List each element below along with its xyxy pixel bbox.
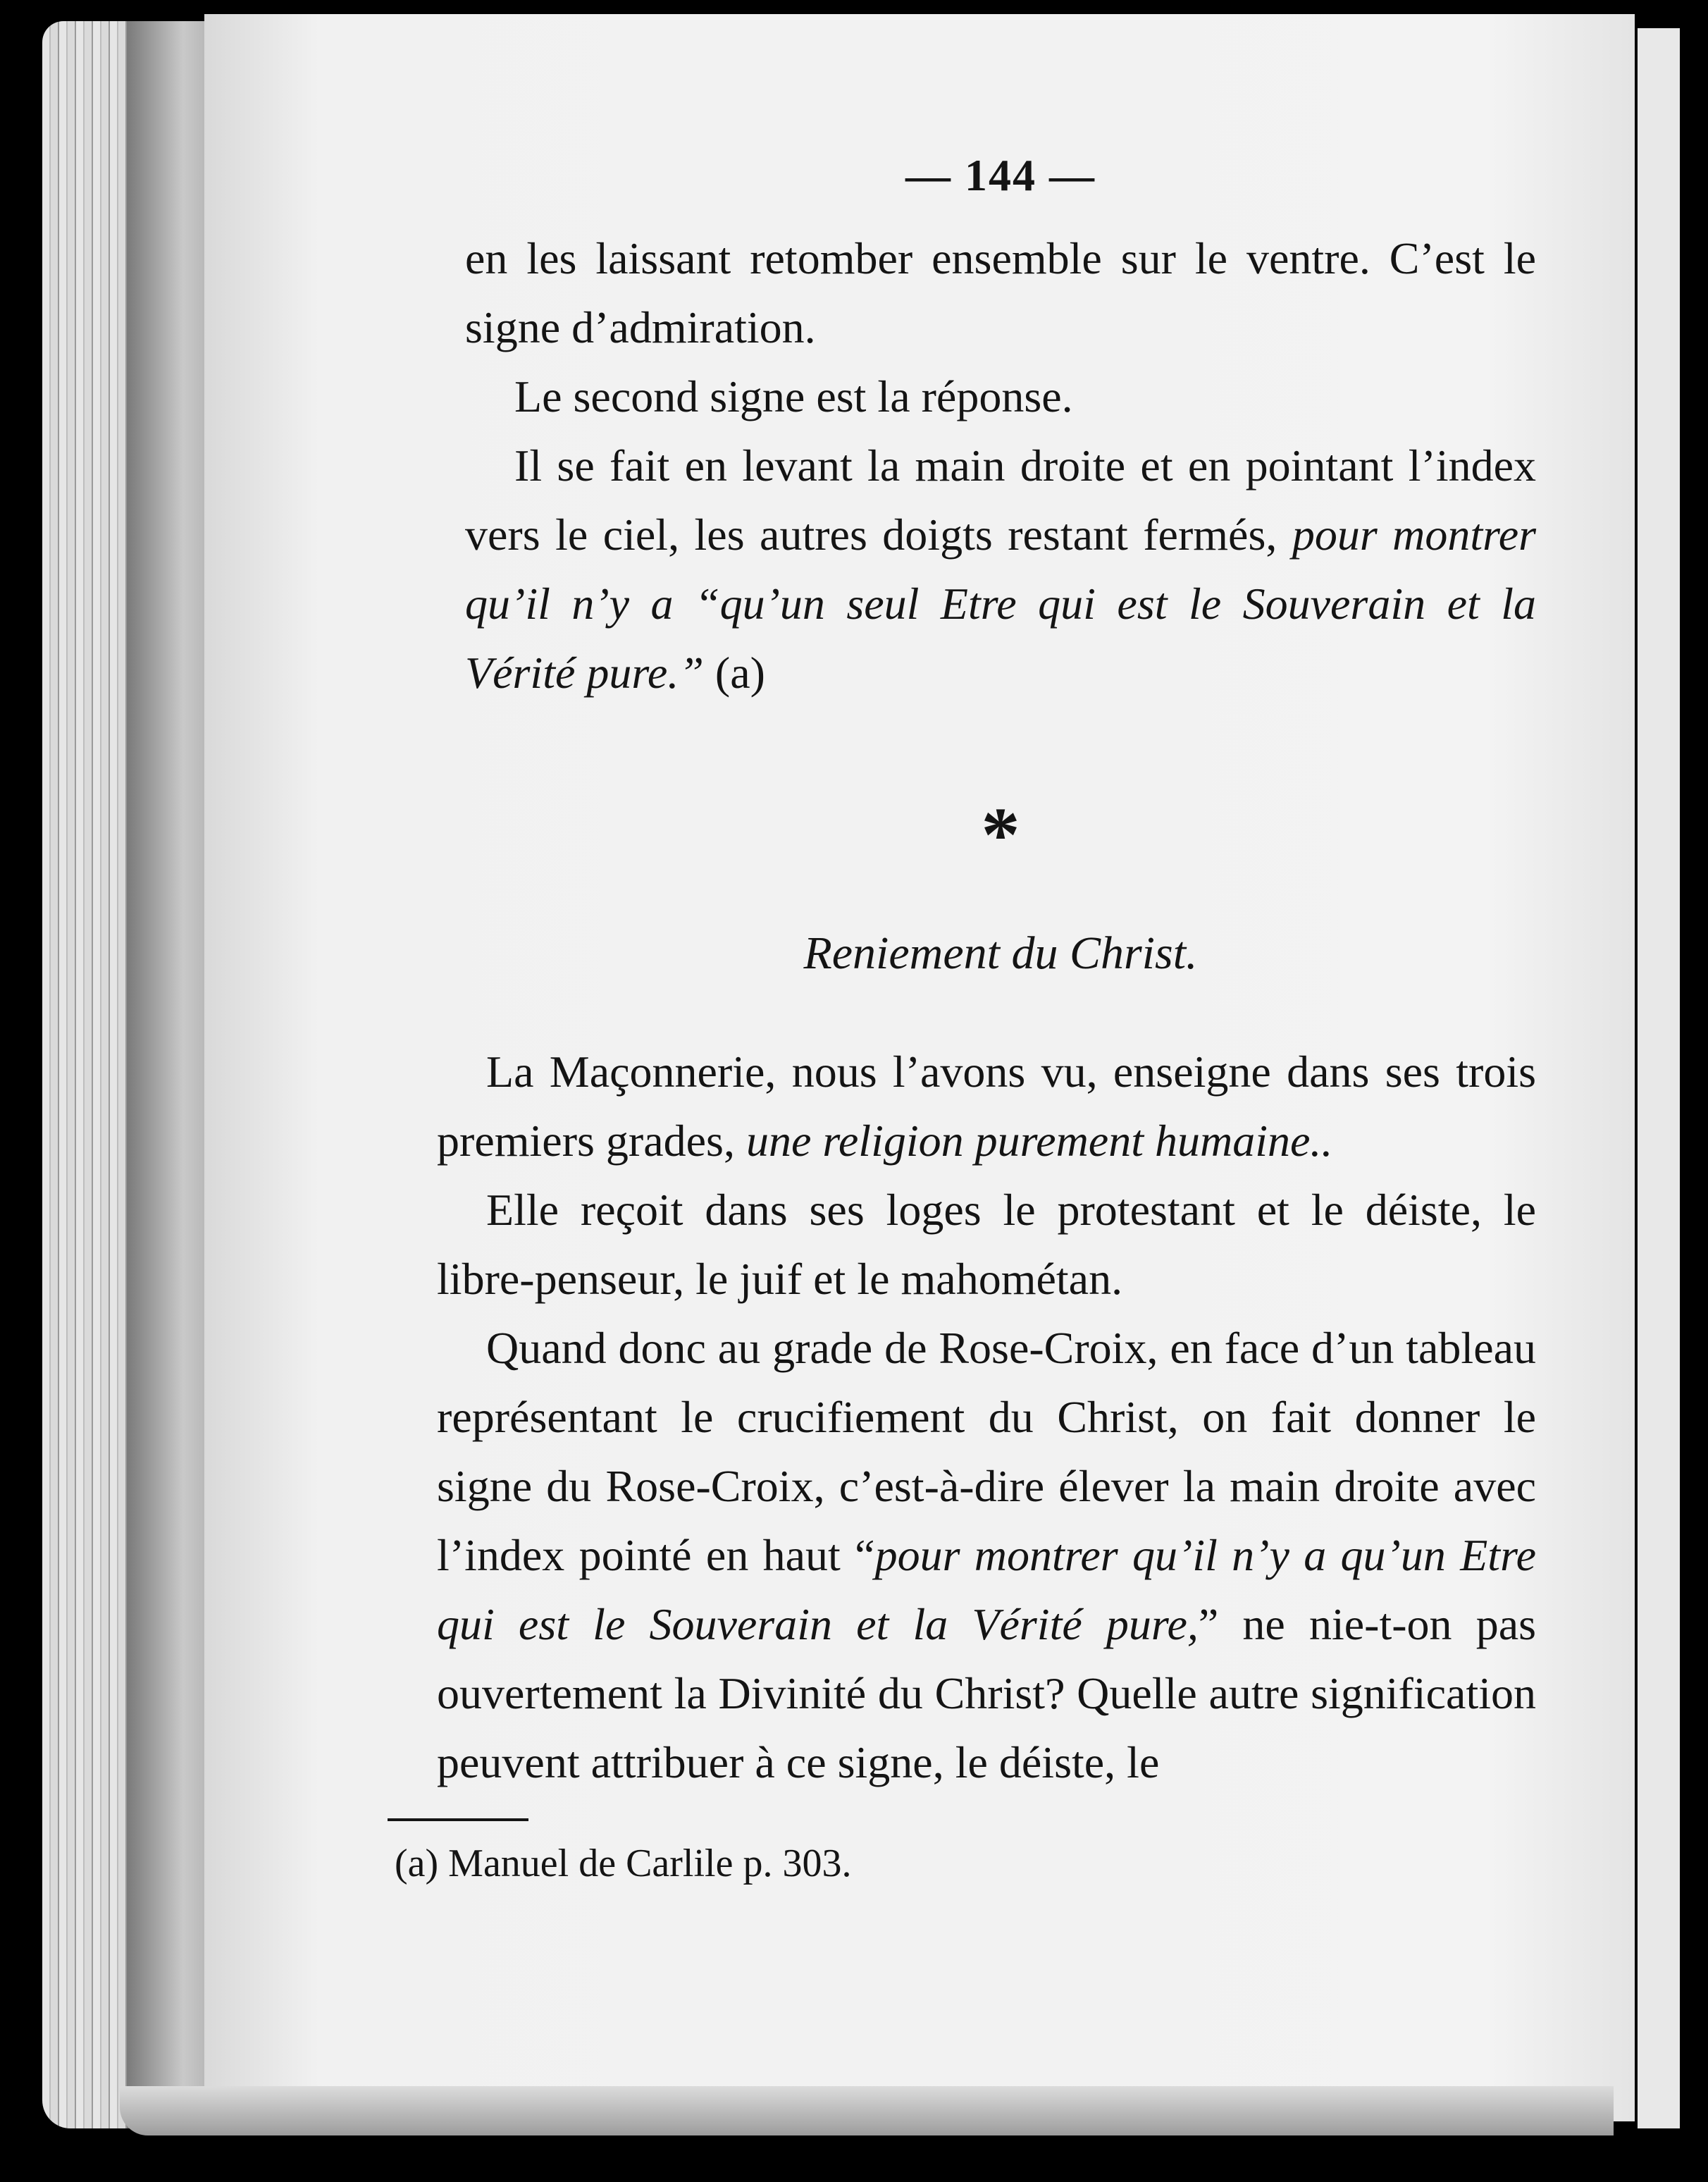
paragraph-text: Il se fait en levant la main droite et en pointant l’index vers le ciel, les autres doigts restant fermés, xyxy=(465,440,1536,560)
footnote-divider xyxy=(388,1818,528,1821)
section-body xyxy=(395,1037,1537,1892)
paragraph-continued: en les laissant retomber ensemble sur le ventre. C’est le signe d’admiration. xyxy=(465,233,1536,352)
paragraph xyxy=(437,1037,1536,1176)
paragraph xyxy=(437,1314,1536,1797)
paragraph: Le second signe est la réponse. xyxy=(514,371,1073,421)
page-number: — 144 — xyxy=(905,150,1096,200)
paragraph-text: Quand donc au grade de Rose-Croix, en face d’un tableau représentant le crucifiement du Christ, on fait donner le signe du Rose-Croix, c’est-à-dire élever la main droite avec l’index pointé en haut “ xyxy=(437,1323,1536,1580)
paragraph-text: La Maçonnerie, nous l’avons vu, enseigne dans ses trois premiers grades, xyxy=(437,1047,1536,1166)
paragraph-text: ” ne nie-t-on pas ouvertement la Divinité du Christ? Quelle autre signification peuvent attribuer à ce signe, le déiste, le xyxy=(437,1599,1537,1787)
italic-quote: pour montrer qu’il n’y a qu’un Etre qui est le Souverain et la Vérité pure, xyxy=(437,1530,1536,1649)
paragraph xyxy=(465,431,1536,708)
italic-quote: pour montrer qu’il n’y a “qu’un seul Etre qui est le Souverain et la Vérité pure.” xyxy=(465,510,1537,698)
paragraph: Elle reçoit dans ses loges le protestant et le déiste, le libre-penseur, le juif et le mahométan. xyxy=(437,1185,1536,1304)
section-title: Reniement du Christ. xyxy=(803,927,1198,979)
page-text xyxy=(395,141,1537,1892)
book-bottom-edge xyxy=(120,2086,1614,2135)
italic-phrase: une religion purement humaine.. xyxy=(745,1116,1333,1166)
facing-page-edge xyxy=(1638,28,1680,2128)
footnote-reference: (a) xyxy=(703,648,765,698)
section-separator: * xyxy=(981,791,1020,877)
footnote: (a) Manuel de Carlile p. 303. xyxy=(395,1842,852,1885)
